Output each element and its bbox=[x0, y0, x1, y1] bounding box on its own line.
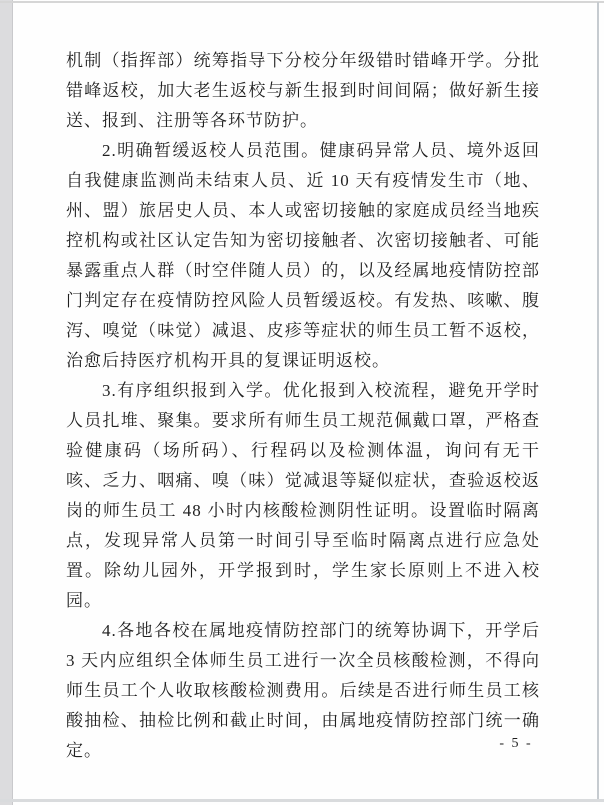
page-left-edge bbox=[0, 0, 13, 805]
page-number: - 5 - bbox=[499, 736, 533, 751]
paragraph-item-4: 4.各地各校在属地疫情防控部门的统筹协调下，开学后 3 天内应组织全体师生员工进行一次全员核酸检测，不得向师生员工个人收取核酸检测费用。后续是否进行师生员工核酸抽检、抽检比例和截止时间，由属地疫情防控部门统一确定。 bbox=[66, 621, 540, 760]
paragraph-item-3: 3.有序组织报到入学。优化报到入校流程，避免开学时人员扎堆、聚集。要求所有师生员工规范佩戴口罩，严格查验健康码（场所码）、行程码以及检测体温，询问有无干咳、乏力、咽痛、嗅（味）觉减退等疑似症状，查验返校返岗的师生员工 48 小时内核酸检测阴性证明。设置临时隔离点，发现异常人员第一时间引导至临时隔离点进行应急处置。除幼儿园外，开学报到时，学生家长原则上不进入校园。 bbox=[66, 381, 540, 610]
page-right-border bbox=[597, 2, 599, 800]
page-bottom-border bbox=[0, 799, 604, 802]
paragraph-continuation: 机制（指挥部）统筹指导下分校分年级错时错峰开学。分批错峰返校，加大老生返校与新生报到时间间隔；做好新生接送、报到、注册等各环节防护。 bbox=[66, 51, 540, 130]
paragraph-item-2: 2.明确暂缓返校人员范围。健康码异常人员、境外返回自我健康监测尚未结束人员、近 10 天有疫情发生市（地、州、盟）旅居史人员、本人或密切接触的家庭成员经当地疾控机构或社区认定告知为密切接触者、次密切接触者、可能暴露重点人群（时空伴随人员）的，以及经属地疫情防控部门判定存在疫情防控风险人员暂缓返校。有发热、咳嗽、腹泻、嗅觉（味觉）减退、皮疹等症状的师生员工暂不返校，治愈后持医疗机构开具的复课证明返校。 bbox=[66, 141, 540, 370]
document-body bbox=[66, 46, 540, 766]
page-top-border bbox=[0, 1, 604, 3]
